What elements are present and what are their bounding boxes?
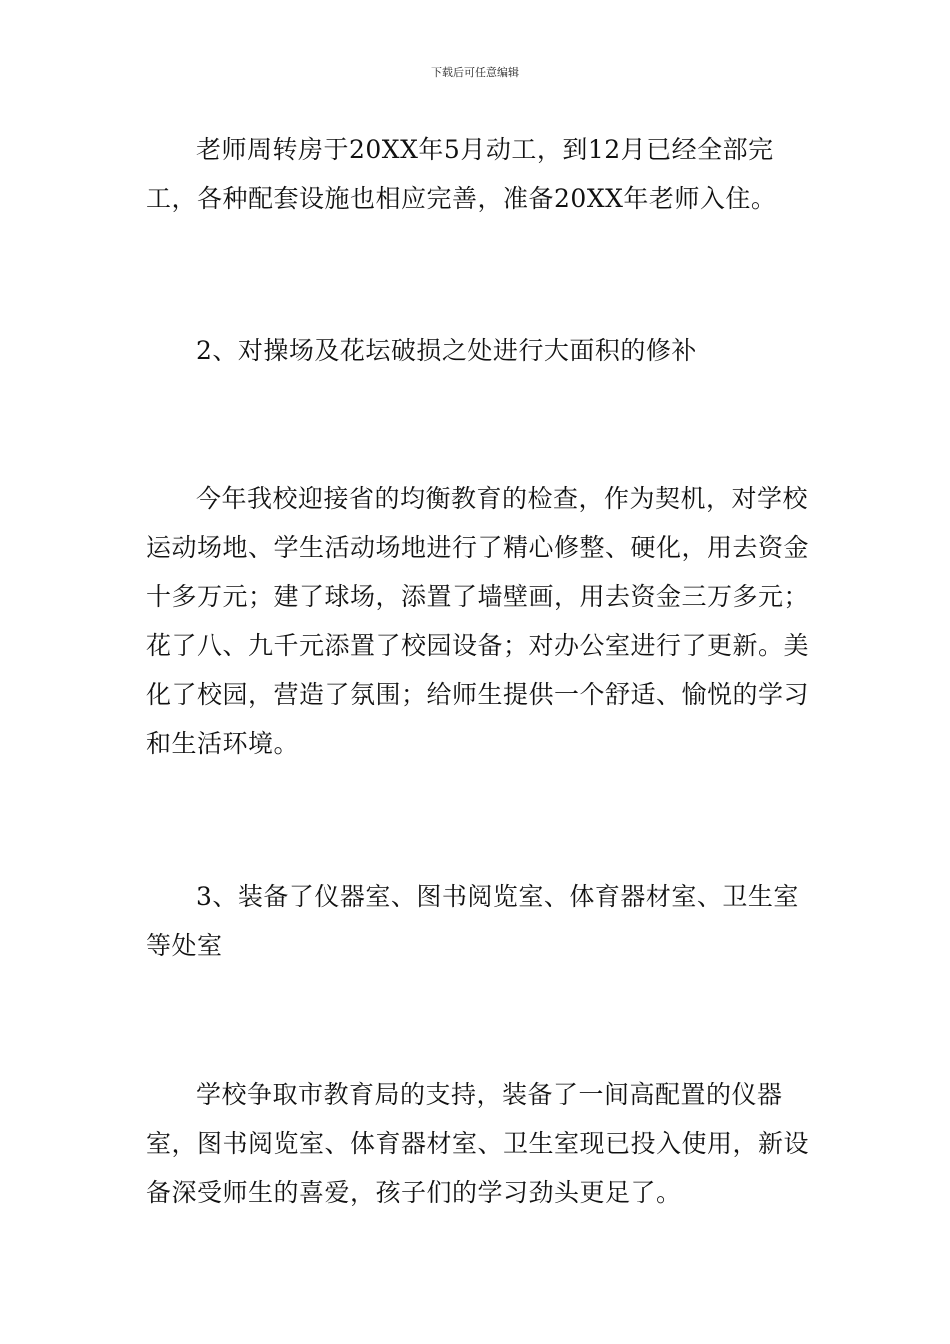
section-heading-3: 3、装备了仪器室、图书阅览室、体育器材室、卫生室等处室 xyxy=(146,882,799,960)
page-header-note: 下载后可任意编辑 xyxy=(431,66,519,79)
section-heading-2: 2、对操场及花坛破损之处进行大面积的修补 xyxy=(196,336,697,365)
paragraph-equipment: 学校争取市教育局的支持，装备了一间高配置的仪器室，图书阅览室、体育器材室、卫生室现已投入使用，新设备深受师生的喜爱，孩子们的学习劲头更足了。 xyxy=(146,1080,810,1207)
paragraph-campus-renovation: 今年我校迎接省的均衡教育的检查，作为契机，对学校运动场地、学生活动场地进行了精心修整、硬化，用去资金十多万元；建了球场，添置了墙壁画，用去资金三万多元；花了八、九千元添置了校园设备；对办公室进行了更新。美化了校园，营造了氛围；给师生提供一个舒适、愉悦的学习和生活环境。 xyxy=(146,484,810,758)
paragraph-teacher-housing: 老师周转房于20XX年5月动工，到12月已经全部完工，各种配套设施也相应完善，准备20XX年老师入住。 xyxy=(146,135,777,213)
